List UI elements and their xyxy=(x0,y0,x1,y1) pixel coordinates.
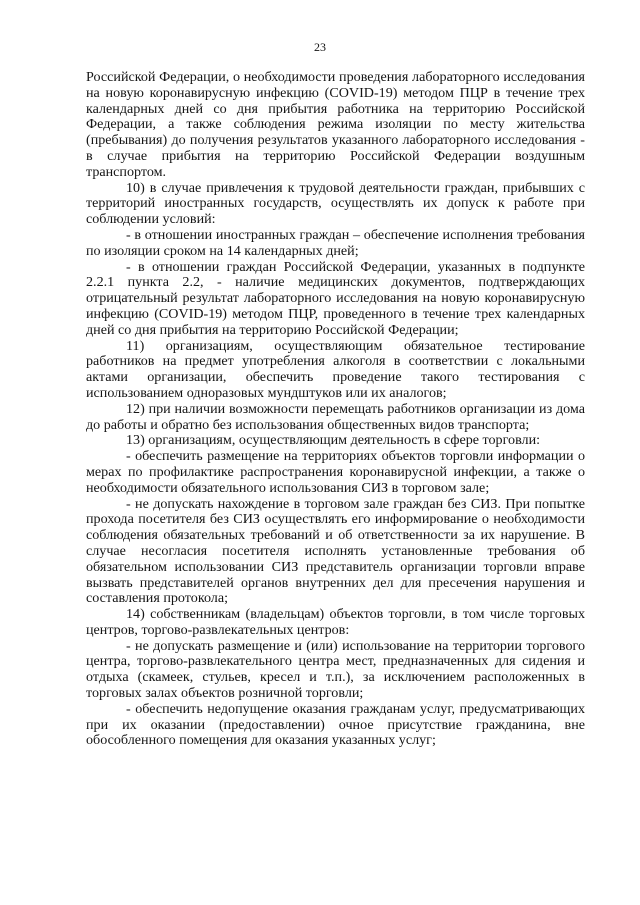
paragraph-trade-no-ppe: - не допускать нахождение в торговом зале граждан без СИЗ. При попытке прохода посетителя без СИЗ осуществлять его информирование о необходимости соблюдения обязательных требований и об ответственности за их нарушение. В случае несогласия посетителя исполнять установленные требования об обязательном использовании СИЗ представитель организации торговли вправе вызвать представителей органов внутренних дел для пресечения нарушения и составления протокола; xyxy=(86,495,585,607)
paragraph-item-12: 12) при наличии возможности перемещать работников организации из дома до работы и обратно без использования общественных видов транспорта; xyxy=(86,400,585,433)
paragraph-russian-citizens: - в отношении граждан Российской Федерации, указанных в подпункте 2.2.1 пункта 2.2, - наличие медицинских документов, подтверждающих отрицательный результат лабораторного исследования на новую коронавирусную инфекцию (COVID-19) методом ПЦР, проведенного в течение трех календарных дней со дня прибытия на территорию Российской Федерации; xyxy=(86,258,585,338)
paragraph-item-13: 13) организациям, осуществляющим деятельность в сфере торговли: xyxy=(126,432,541,449)
paragraph-item-14: 14) собственникам (владельцам) объектов торговли, в том числе торговых центров, торгово-развлекательных центров: xyxy=(86,606,585,638)
document-body xyxy=(86,70,585,749)
paragraph-item-10: 10) в случае привлечения к трудовой деятельности граждан, прибывших с территорий иностранных государств, осуществлять их допуск к работе при соблюдении условий: xyxy=(86,179,585,228)
paragraph-item-11: 11) организациям, осуществляющим обязательное тестирование работников на предмет употребления алкоголя в соответствии с локальными актами организации, обеспечить проведение такого тестирования с использованием одноразовых мундштуков или их аналогов; xyxy=(86,337,585,401)
paragraph-seating: - не допускать размещение и (или) использование на территории торгового центра, торгово-развлекательного центра мест, предназначенных для сидения и отдыха (скамеек, стульев, кресел и т.п.), за исключением расположенных в торговых залах объектов розничной торговли; xyxy=(86,637,585,702)
paragraph-services: - обеспечить недопущение оказания гражданам услуг, предусматривающих при их оказании (предоставлении) очное присутствие гражданина, вне обособленного помещения для оказания указанных услуг; xyxy=(86,700,585,749)
paragraph-foreign-citizens: - в отношении иностранных граждан – обеспечение исполнения требования по изоляции сроком на 14 календарных дней; xyxy=(86,226,585,259)
page-number: 23 xyxy=(314,40,326,54)
paragraph-continuation: Российской Федерации, о необходимости проведения лабораторного исследования на новую коронавирусную инфекцию (COVID-19) методом ПЦР в течение трех календарных дней со дня прибытия работника на территорию Российской Федерации, а также соблюдения режима изоляции по месту жительства (пребывания) до получения результатов указанного лабораторного исследования - в случае прибытия на территорию Российской Федерации воздушным транспортом. xyxy=(86,69,585,180)
paragraph-trade-info: - обеспечить размещение на территориях объектов торговли информации о мерах по профилактике распространения коронавирусной инфекции, а также о необходимости обязательного использования СИЗ в торговом зале; xyxy=(86,448,585,496)
